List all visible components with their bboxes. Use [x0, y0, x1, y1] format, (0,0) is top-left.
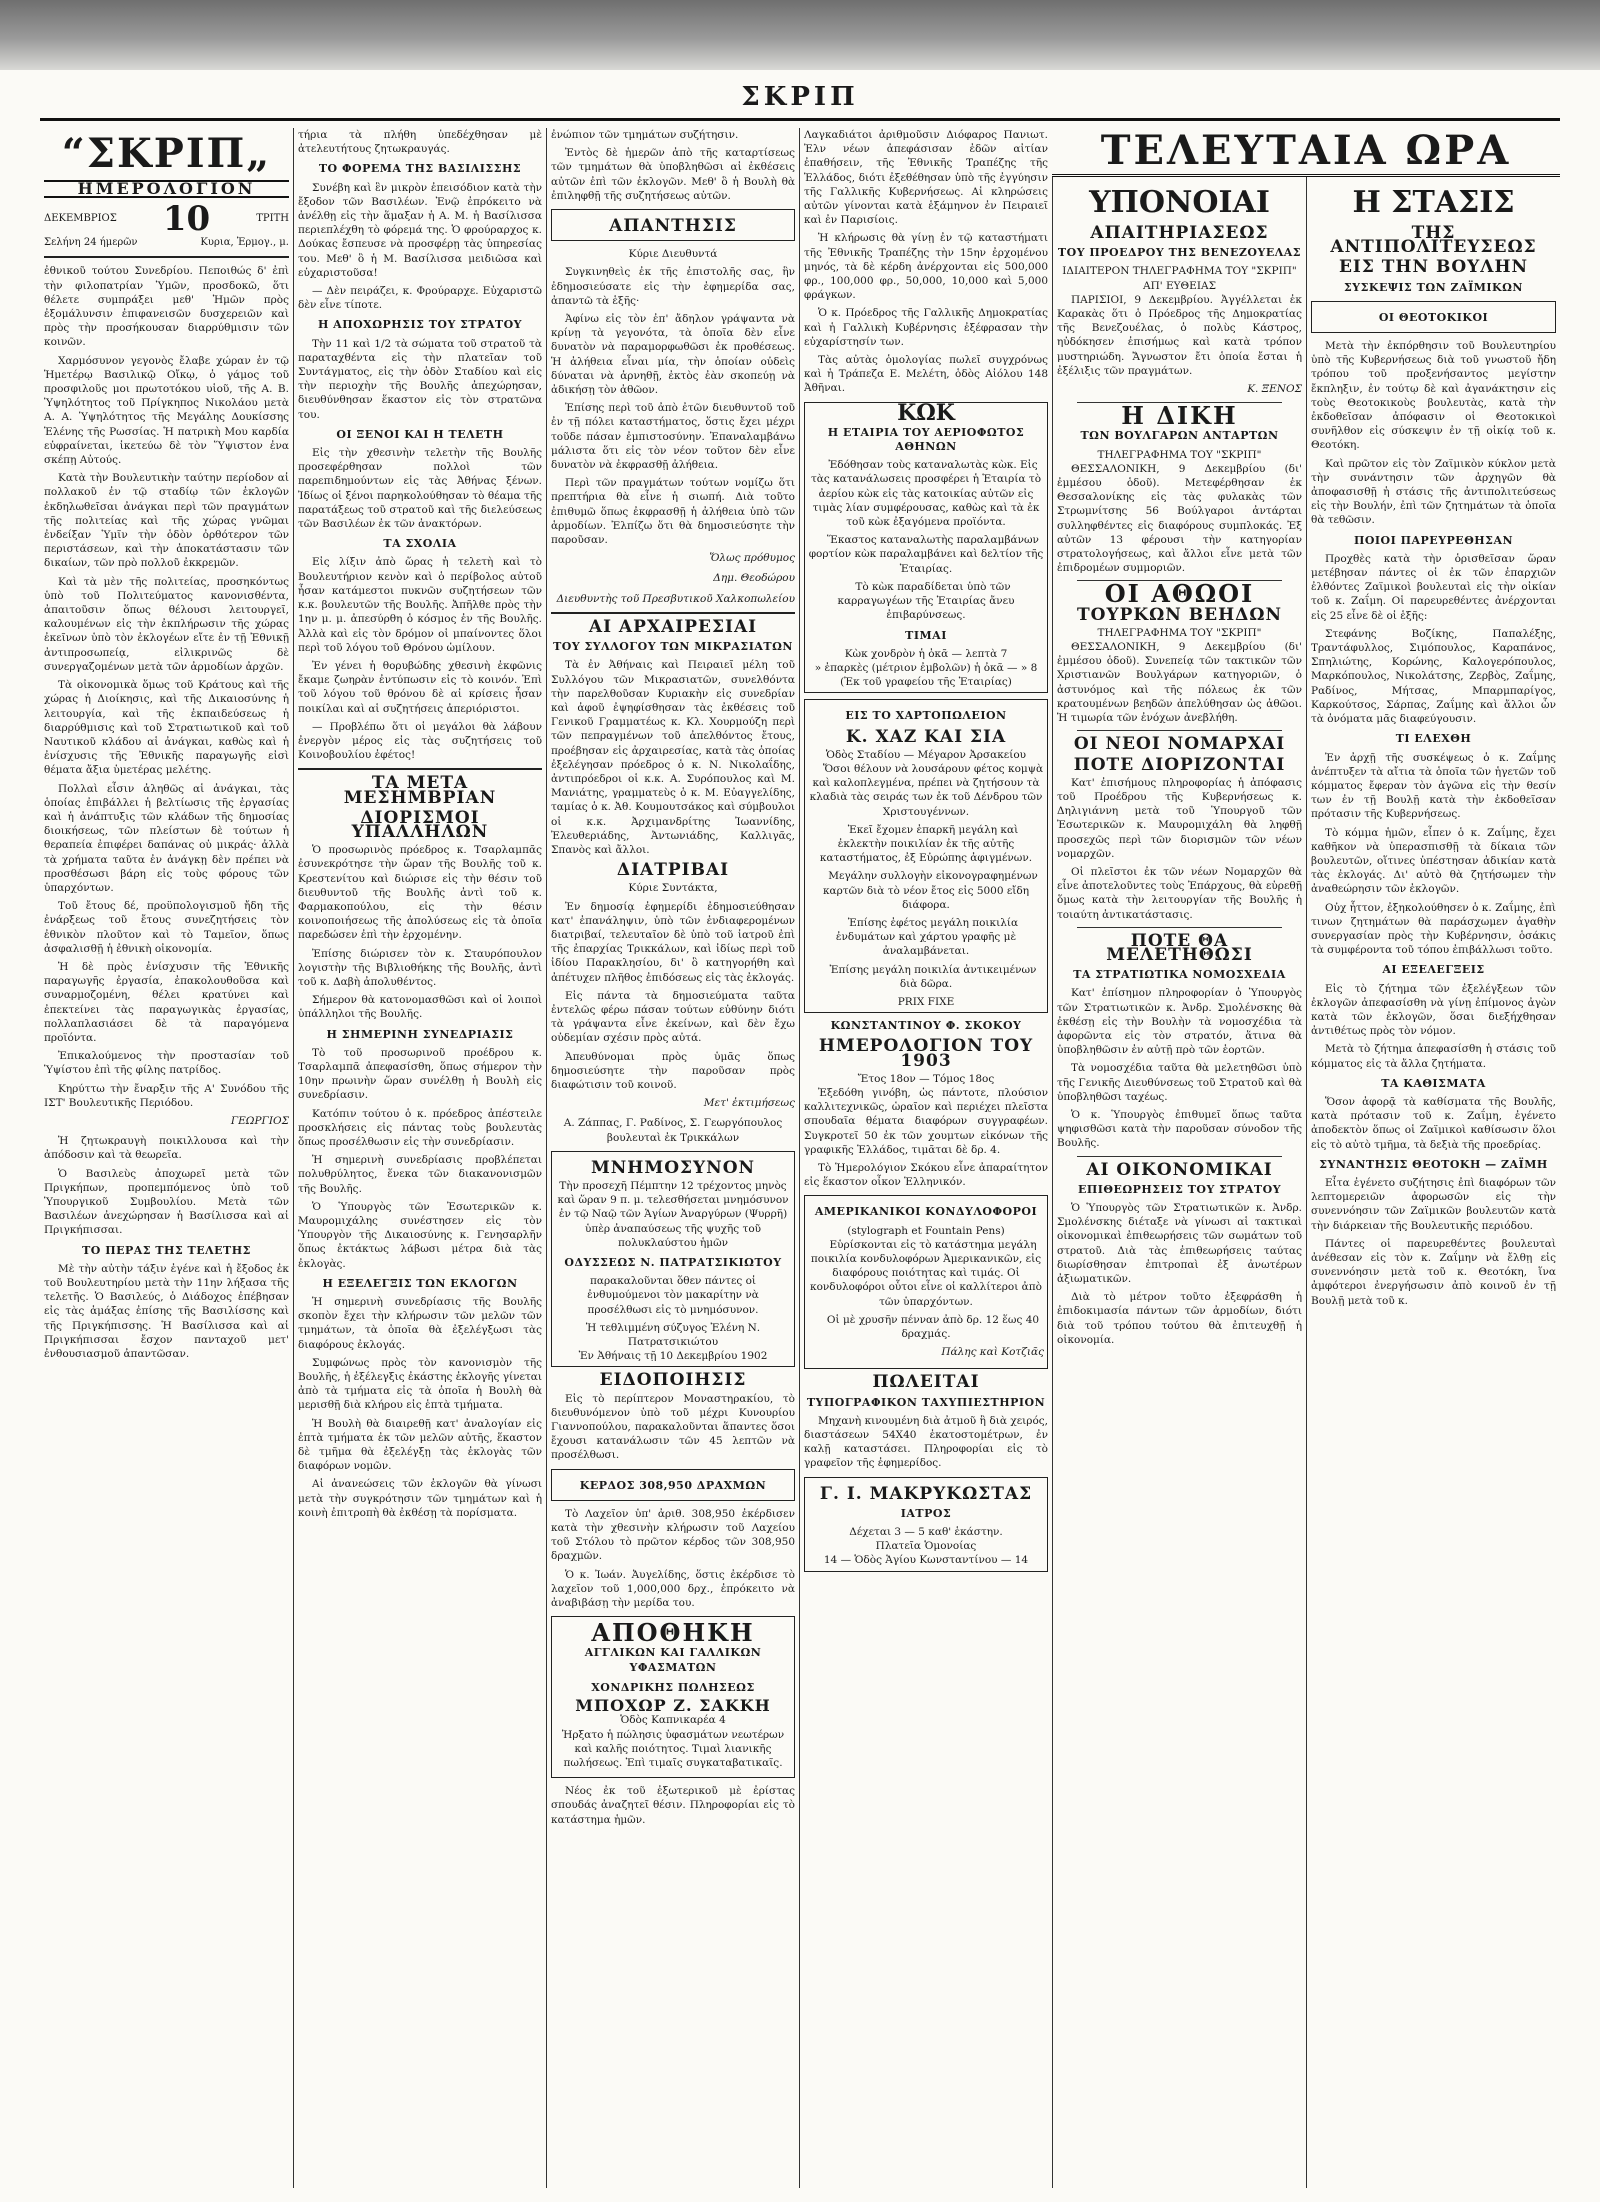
- article-paragraph: Πολλαὶ εἶσιν ἀληθῶς αἱ ἀνάγκαι, τὰς ὁποίας ἐπιβάλλει ἡ βελτίωσις τῆς ἐργασίας καὶ ἡ ἀνάπτυξις τῶν κλάδων τῆς δημοσίας διοικήσεως, τῶν πλείστων δὲ τούτων ἡ θεραπεία ἐπιφέρει δαπάνας οὐ μικράς· ἀλλὰ τὰ χρήματα ταῦτα ἐν ἀνάγκῃ δὲν πρέπει νὰ προσθέσωσι βάρη εἰς τοὺς φόρους τῶν ὑπαρχόντων.: [44, 782, 289, 894]
- divider: [551, 612, 795, 614]
- newspaper-page: [40, 128, 1560, 2188]
- section-heading: ΤΥΠΟΓΡΑΦΙΚΟΝ ΤΑΧΥΠΙΕΣΤΗΡΙΟΝ: [806, 1395, 1046, 1409]
- section-heading-large: ΗΜΕΡΟΛΟΓΙΟΝ ΤΟΥ 1903: [818, 1036, 1034, 1071]
- article-paragraph: Χαρμόσυνον γεγονὸς ἔλαβε χώραν ἐν τῷ Ἡμετέρῳ Βασιλικῷ Οἴκῳ, ὁ γάμος τοῦ προσφιλοῦς μοι πρωτοτόκου υἱοῦ, τῆς Α. Β. Ὑψηλότητος τοῦ Πρίγκηπος Νικολάου μετὰ Α. Α. Ὑψηλότητος τῆς Μεγάλης Δουκίσσης Ἑλένης τῆς Ρωσσίας. Ἡ πατρικὴ Μου καρδία εὐφραίνεται, ἱκετεύω δὲ τὸν Ὕψιστον ἐνα σκέπῃ Αὐτούς.: [44, 354, 289, 467]
- article-paragraph: ΘΕΣΣΑΛΟΝΙΚΗ, 9 Δεκεμβρίου (δι' ἐμμέσου ὁδοῦ). Συνεπείᾳ τῶν τακτικῶν τῶν Χριστιανῶν Βουλγάρων κατηγοριῶν, ὁ ἀστυνόμος καὶ τῆς πόλεως ἐκ τῶν κρατουμένων βεηδῶν ἀπελύθησαν ὡς ἀθῶοι. Ἡ τιμωρία τῶν ἐνόχων ἀνεβλήθη.: [1057, 641, 1302, 725]
- ad-title: ΕΙΣ ΤΟ ΧΑΡΤΟΠΩΛΕΙΟΝ: [845, 709, 1007, 723]
- article-paragraph: Αἱ ἀνανεώσεις τῶν ἐκλογῶν θὰ γίνωσι μετὰ τὴν συγκρότησιν τῶν τμημάτων καὶ ἡ κοινὴ ἐπιτροπὴ θὰ ἐκθέσῃ τὰ πορίσματα.: [298, 1478, 542, 1519]
- month-label: ΔΕΚΕΜΒΡΙΟΣ: [44, 213, 117, 225]
- calendar-heading: ΗΜΕΡΟΛΟΓΙΟΝ: [44, 180, 289, 198]
- scan-dark-edge: [0, 0, 1600, 70]
- article-paragraph: Εἰς τὸ ζήτημα τῶν ἐξελέγξεων τῶν ἐκλογῶν ἀπεφασίσθη νὰ γίνῃ ἐπίμονος ἀγὼν κατὰ τῶν ἐκλογῶν, ὅσαι διεξήχθησαν ἀντιθέτως πρὸς τὸν νόμον.: [1311, 982, 1556, 1038]
- saint-of-day: Κυρια, Ἐρμογ., μ.: [200, 237, 289, 249]
- advertisement: [551, 1616, 795, 1778]
- column-3: [546, 128, 799, 2188]
- mourners: Ἡ τεθλιμμένη σύζυγος Ἐλένη Ν. Πατρατσικιώτου: [585, 1321, 761, 1349]
- article-paragraph: Κατόπιν τούτου ὁ κ. πρόεδρος ἀπέστειλε προσκλήσεις εἰς πάντας τοὺς βουλευτὰς ὅπως προσέλθωσιν εἰς τὴν συνεδρίασιν.: [298, 1107, 542, 1148]
- article-paragraph: Λαγκαδιάτοι ἀριθμοῦσιν Διόφαρος Πανιωτ. Ἐλν νέων ἀπεφάσισαν ἐδῶν αἰτίαν ἐπαθήσειν, τῆς Ἐθνικῆς Τραπέζης τῆς Ἑλλάδος, διότι ἐξεθέθησαν ὑπὸ τῆς ἐγγύησιν τῆς Γαλλικῆς Κυβερνήσεως. Αἱ κληρώσεις αὐτῶν γίνονται κατὰ ἑξάμηνον ἐν Πειραιεῖ καὶ ἐν Παρισίοις.: [804, 129, 1048, 227]
- article-paragraph: Μετὰ τὴν ἐκπόρθησιν τοῦ Βουλευτηρίου ὑπὸ τῆς Κυβερνήσεως διὰ τοῦ γνωστοῦ ἤδη τρόπου τοῦ προξενήσαντος μεγίστην ἔκπληξιν, ἐν τούτῳ δὲ καὶ ἀγανάκτησιν εἰς τοὺς Θεοτοκικοὺς βουλευτὰς, κατὰ τὴν ἐκδοθεῖσαν ἀπόφασιν οἱ Θεοτοκικοὶ συνῆλθον εἰς σύσκεψιν ἐν τῇ οἰκίᾳ τοῦ κ. Θεοτόκη.: [1311, 340, 1556, 452]
- section-heading: ΕΠΙΘΕΩΡΗΣΕΙΣ ΤΟΥ ΣΤΡΑΤΟΥ: [1077, 1182, 1282, 1196]
- ad-subtitle: Η ΕΤΑΙΡΙΑ ΤΟΥ ΑΕΡΙΟΦΩΤΟΣ ΑΘΗΝΩΝ: [827, 425, 1025, 454]
- dispatch-label: ΤΗΛΕΓΡΑΦΗΜΑ ΤΟΥ "ΣΚΡΙΠ": [1097, 448, 1262, 461]
- section-heading: ΚΩΝΣΤΑΝΤΙΝΟΥ Φ. ΣΚΟΚΟΥ: [830, 1019, 1022, 1033]
- ad-subtitle: ΑΓΓΛΙΚΩΝ ΚΑΙ ΓΑΛΛΙΚΩΝ ΥΦΑΣΜΑΤΩΝ: [584, 1646, 762, 1674]
- article-paragraph: Τὰ οἰκονομικὰ ὅμως τοῦ Κράτους καὶ τῆς χώρας ἡ Διοίκησις, καὶ τῆς Δικαιοσύνης ἡ λειτουργία, καὶ τῆς ἐκπαιδεύσεως ἡ διαρρύθμισις καὶ τοῦ Στρατιωτικοῦ καὶ τοῦ Ναυτικοῦ κλάδου αἱ ἀνάγκαι, καθὼς καὶ ἡ ἐνίσχυσις τῆς Ἐθνικῆς παραγωγῆς εἰσὶ θέματα ἄξια ὑμετέρας μελέτης.: [44, 679, 289, 777]
- article-paragraph: Ἡ σημερινὴ συνεδρίασις προβλέπεται πολυθρύλητος, ἕνεκα τῶν διακανονισμῶν τῆς Βουλῆς.: [298, 1154, 542, 1195]
- article-paragraph: Ἐδόθησαν τοὺς καταναλωτὰς κὼκ. Εἰς τὰς κατανάλωσεις προσφέρει ἡ Ἑταιρία τὸ ἀερίου κὼκ εἰς τὰς κατοικίας αὐτῶν εἰς τιμὰς λίαν συμφέρουσας, καθὼς καὶ τὰ ἐκ τοῦ κὼκ ἐξαγόμενα προϊόντα.: [810, 459, 1042, 529]
- column-4: [799, 128, 1052, 2188]
- signature: Πάλης καὶ Κοτζιᾶς: [941, 1346, 1044, 1359]
- section-heading-large: ΕΙΔΟΠΟΙΗΣΙΣ: [599, 1370, 747, 1391]
- date-block: [44, 199, 289, 240]
- ad-subtitle: (stylograph et Fountain Pens): [847, 1224, 1005, 1237]
- section-heading-large: Η ΔΙΚΗ: [1121, 401, 1238, 431]
- article-paragraph: Μετὰ τὸ ζήτημα ἀπεφασίσθη ἡ στάσις τοῦ κόμματος εἰς τὰ ἄλλα ζητήματα.: [1311, 1043, 1556, 1070]
- article-paragraph: Ὁ κ. Πρόεδρος τῆς Γαλλικῆς Δημοκρατίας καὶ ἡ Γαλλικὴ Κυβέρνησις ἐξέφρασαν τὴν εὐχαρίστησίν των.: [804, 307, 1048, 348]
- article-paragraph: ἐθνικοῦ τούτου Συνεδρίου. Πεποιθώς δ' ἐπὶ τὴν φιλοπατρίαν Ὑμῶν, προσδοκῶ, ὅτι θέλετε συμπράξει μεθ' Ἡμῶν πρὸς ἐξομάλυνσιν ἐπιφανεισῶν δυσχερειῶν καὶ πρὸς τὴν προσήκουσαν διαρρύθμισιν τῶν κοινῶν.: [44, 265, 289, 349]
- ad-subtitle: ΧΟΝΔΡΙΚΗΣ ΠΩΛΗΣΕΩΣ: [591, 1680, 755, 1694]
- signatories: Α. Ζάππας, Γ. Ραδίνος, Σ. Γεωργόπουλος: [563, 1117, 783, 1130]
- price-line: » ἐπαρκὲς (μέτριον ἐμβολῶν) ἡ ὀκᾶ — » 8: [814, 661, 1038, 674]
- article-paragraph: Ἡ Βουλὴ θὰ διαιρεθῇ κατ' ἀναλογίαν εἰς ἑπτὰ τμήματα ἐκ τῶν μελῶν αὐτῆς, ἕκαστον δὲ τμῆμα θὰ ἐξελέγξῃ τὰς ἐκλογὰς τῶν διαφόρων νομῶν.: [298, 1417, 542, 1473]
- article-paragraph: Κατ' ἐπίσημον πληροφορίαν ὁ Ὑπουργὸς τῶν Στρατιωτικῶν κ. Ἀνδρ. Σμολένσκης θὰ ἐκθέσῃ εἰς τὴν Βουλὴν τὰ νομοσχέδια τὰ ἀφορῶντα εἰς τὸν στρατόν, ἅτινα θὰ ὑποβληθῶσιν ἐν αὐτῇ πρὸ τῶν ἑορτῶν.: [1057, 987, 1302, 1057]
- article-paragraph: Συμφώνως πρὸς τὸν κανονισμὸν τῆς Βουλῆς, ἡ ἐξέλεγξις ἐκάστης ἐκλογῆς γίνεται ἀπὸ τὰ τμήματα εἰς τὰ ὁποῖα ἡ Βουλὴ θὰ μερισθῇ διὰ κλήρου εἰς ἑπτὰ τμήματα.: [298, 1356, 542, 1412]
- section-heading: ΤΩΝ ΒΟΥΛΓΑΡΩΝ ΑΝΤΑΡΤΩΝ: [1080, 429, 1279, 443]
- article-paragraph: Ἐπίσης ἐφέτος μεγάλη ποικιλία ἐνδυμάτων καὶ χάρτου γραφῆς μὲ ἀναλαμβάνεται.: [835, 916, 1019, 958]
- closing: Ὅλως πρόθυμος: [709, 552, 795, 565]
- article-paragraph: Εἰς τὴν χθεσινὴν τελετὴν τῆς Βουλῆς προσεφέρθησαν πολλοὶ τῶν παρεπιδημούντων εἰς τὰς Ἀθήνας ξένων. Ἰδίως οἱ ξένοι παρηκολούθησαν τὸ θέαμα τῆς παρατάξεως τοῦ στρατοῦ καὶ τῆς διελεύσεως τῶν Βασιλέων ἐκ τῶν ἀνακτόρων.: [298, 447, 542, 531]
- section-heading: ΚΕΡΔΟΣ 308,950 ΔΡΑΧΜΩΝ: [579, 1478, 767, 1492]
- headline: Η ΣΤΑΣΙΣ: [1352, 185, 1515, 220]
- section-heading: ΤΟΥ ΣΥΛΛΟΓΟΥ ΤΩΝ ΜΙΚΡΑΣΙΑΤΩΝ: [553, 640, 793, 654]
- heading-box: [1311, 301, 1556, 333]
- article-paragraph: Ἐν δημοσίᾳ ἐφημερίδι ἐδημοσιεύθησαν κατ' ἐπανάληψιν, ὑπὸ τῶν ἐνδιαφερομένων διατριβαί, τελευταῖον δὲ ὑπὸ τοῦ ἰατροῦ ἐπὶ τῆς ἐπαρχίας Τρικκάλων, καὶ ἰδίως περὶ τοῦ ἰδίου Παρακλησίου, δι' ὃ κατηγορήθη καὶ ἀπέτυχεν πλῆθος ἐπιδόσεως εἰς τὰς ἐκλογάς.: [551, 900, 795, 984]
- section-heading-large: ΑΙ ΑΡΧΑΙΡΕΣΙΑΙ: [588, 616, 758, 637]
- signature-title: Διευθυντὴς τοῦ Πρεσβυτικοῦ Χαλκοπωλείου: [556, 592, 795, 605]
- section-heading-large: ΤΑ ΜΕΤΑ ΜΕΣΗΜΒΡΙΑΝ: [343, 773, 497, 808]
- ad-merchant: ΜΠΟΧΩΡ Ζ. ΣΑΚΚΗ: [575, 1696, 771, 1716]
- article-paragraph: Ἡ σημερινὴ συνεδρίασις τῆς Βουλῆς σκοπὸν ἔχει τὴν κλήρωσιν τῶν μελῶν τῶν τμημάτων, τὰ ὁποῖα θὰ ἐξελέγξωσι τὰς διαφόρους ἐκλογάς.: [298, 1296, 542, 1351]
- section-heading: ΤΑ ΣΤΡΑΤΙΩΤΙΚΑ ΝΟΜΟΣΧΕΔΙΑ: [1073, 968, 1286, 982]
- article-paragraph: Τὴν προσεχῆ Πέμπτην 12 τρέχοντος μηνὸς καὶ ὥραν 9 π. μ. τελεσθήσεται μνημόσυνον ἐν τῷ Ναῷ τῶν Ἁγίων Ἀναργύρων (Ψυρρῆ) ὑπὲρ ἀναπαύσεως τῆς ψυχῆς τοῦ πολυκλαύστου ἡμῶν: [557, 1180, 789, 1249]
- section-heading: ΤΙ ΕΛΕΧΘΗ: [1395, 732, 1472, 746]
- ad-address: Πλατεῖα Ὁμονοίας: [875, 1540, 977, 1553]
- section-heading: ΟΙ ΞΕΝΟΙ ΚΑΙ Η ΤΕΛΕΤΗ: [336, 427, 504, 441]
- section-heading: ΠΟΙΟΙ ΠΑΡΕΥΡΕΘΗΣΑΝ: [1353, 533, 1514, 547]
- ad-merchant: Κ. ΧΑΖ ΚΑΙ ΣΙΑ: [845, 726, 1007, 747]
- signature: ΓΕΩΡΓΙΟΣ: [230, 1114, 289, 1127]
- article-paragraph: Συγκινηθεὶς ἐκ τῆς ἐπιστολῆς σας, ἣν ἐδημοσιεύσατε εἰς τὴν ἐφημερίδα σας, ἀπαντῶ τὰ ἑξῆς·: [551, 266, 795, 307]
- dispatch-label: ΙΔΙΑΙΤΕΡΟΝ ΤΗΛΕΓΡΑΦΗΜΑ ΤΟΥ "ΣΚΡΙΠ": [1062, 265, 1297, 278]
- article-paragraph: Ὁ Ὑπουργὸς τῶν Ἐσωτερικῶν κ. Μαυρομιχάλης συνέστησεν εἰς τὸν Ὑπουργὸν τῆς Δικαιοσύνης κ. Γενησαρλῆν ὅπως ἐκτάκτως λάβωσι μέτρα διὰ τὰς ἐκλογὰς.: [298, 1200, 542, 1270]
- signature: Κ. ΞΕΝΟΣ: [1247, 383, 1302, 396]
- article-paragraph: παρακαλοῦνται ὅθεν πάντες οἱ ἐνθυμούμενοι τὸν μακαρίτην νὰ προσέλθωσι εἰς τὸ μνημόσυνον.: [587, 1275, 759, 1316]
- column-2: [293, 128, 546, 2188]
- day-number: 10: [162, 199, 211, 240]
- section-heading: ΤΙΜΑΙ: [905, 628, 947, 642]
- article-paragraph: Καὶ πρῶτον εἰς τὸν Ζαϊμικὸν κύκλον μετὰ τὴν συνάντησιν τῶν ἀρχηγῶν θὰ ἀποφασισθῇ ἡ στάσις τῆς ἀντιπολιτεύσεως εἰς τὴν Βουλήν, ἐπὶ τῶν ζητημάτων τὰ ὁποῖα θὰ τεθῶσιν.: [1311, 457, 1556, 527]
- advertisement: [804, 1195, 1048, 1369]
- ad-address: Ὁδὸς Σταδίου — Μέγαρον Ἀρσακείου: [825, 748, 1027, 761]
- price-source: (Ἐκ τοῦ γραφείου τῆς Ἑταιρίας): [840, 676, 1012, 689]
- headline: ΥΠΟΝΟΙΑΙ: [1089, 185, 1270, 220]
- article-paragraph: Εὑρίσκονται εἰς τὸ κατάστημα μεγάλη ποικιλία κονδυλοφόρων Ἀμερικανικῶν, εἰς διαφόρους ποιότητας καὶ τιμάς. Οἱ κονδυλοφόροι οὗτοι εἶνε οἱ καλλίτεροι ἀπὸ τῶν ὑπαρχόντων.: [810, 1238, 1042, 1308]
- ad-title: ΑΜΕΡΙΚΑΝΙΚΟΙ ΚΟΝΔΥΛΟΦΟΡΟΙ: [814, 1205, 1038, 1219]
- article-paragraph: Τὸ Ἡμερολόγιον Σκόκου εἶνε ἀπαραίτητον εἰς ἕκαστον οἶκον Ἑλληνικόν.: [804, 1162, 1048, 1189]
- article-paragraph: Τοῦ ἔτους δέ, προϋπολογισμοῦ ἤδη τῆς ἐνάρξεως τοῦ ἔτους συνεζητήσεις τὸν ἐθνικὸν πλοῦτον καὶ τὸ Ταμεῖον, ὅπως ἀσφαλισθῇ ἡ ἐθνικὴ οἰκονομία.: [44, 900, 289, 955]
- section-heading: ΤΟ ΠΕΡΑΣ ΤΗΣ ΤΕΛΕΤΗΣ: [82, 1243, 251, 1257]
- article-paragraph: Ὅσοι θέλουν νὰ λουσάρουν φέτος κομψὰ καὶ καλοπλεγμένα, πρέπει νὰ ζητήσουν τὰ κλαδιὰ τὰς σειράς των ἐκ τοῦ Δένδρου τῶν Χριστουγέννων.: [809, 762, 1044, 818]
- article-paragraph: Μηχανὴ κινουμένη διὰ ἀτμοῦ ἢ διὰ χειρός, διαστάσεων 54Χ40 ἐκατοστομέτρων, ἐν καλῇ καταστάσει. Πληροφορίαι εἰς τὸ γραφεῖον τῆς ἐφημερίδος.: [804, 1414, 1048, 1470]
- section-heading-large: ΠΩΛΕΙΤΑΙ: [872, 1372, 980, 1393]
- ad-address: Ὁδὸς Καπνικαρέα 4: [620, 1714, 726, 1727]
- article-paragraph: τήρια τὰ πλήθη ὑπεδέχθησαν μὲ ἀτελευτήτους ζητωκραυγάς.: [298, 129, 542, 156]
- ad-title: Γ. Ι. ΜΑΚΡΥΚΩΣΤΑΣ: [819, 1483, 1033, 1504]
- divider: [1077, 927, 1282, 928]
- article-paragraph: Εἰς λίξιν ἀπὸ ὥρας ἡ τελετὴ καὶ τὸ Βουλευτήριον κενὸν καὶ ὁ περίβολος αὐτοῦ ἦσαν κατάμεστοι πυκνῶν συζητήσεων τῶν κ.κ. βουλευτῶν τῆς Βουλῆς. Ἀπῆλθε πρὸς τὴν 1ην μ. μ. ἀπεσύρθη ὁ κόσμος ἐν τῆς Βουλῆς. Ἀλλὰ καὶ εἰς τὸν δρόμον οἱ μπαίνοντες ὅλοι περὶ τοῦ λόγου τοῦ Θρόνου ὡμίλουν.: [298, 556, 542, 654]
- article-paragraph: Προχθὲς κατὰ τὴν ὁρισθεῖσαν ὥραν μετέβησαν πάντες οἱ ἐκ τῶν ἐπαρχιῶν ἐλθόντες Ζαϊμικοὶ βουλευταὶ εἰς τὴν οἰκίαν τοῦ κ. Ζαΐμη. Οἱ παρευρεθέντες ἀνέρχονται εἰς 25 εἶνε δὲ οἱ ἑξῆς:: [1311, 552, 1556, 622]
- headline-sub: ΤΟΥ ΠΡΟΕΔΡΟΥ ΤΗΣ ΒΕΝΕΖΟΥΕΛΑΣ: [1057, 246, 1302, 260]
- moon-phase: Σελήνη 24 ήμερῶν: [44, 237, 138, 249]
- article-paragraph: Ἐξεδόθη γινόβη, ὡς πάντοτε, πλούσιον καλλιτεχνικῶς, ὡραῖον καὶ περιέχει πλεῖστα σπουδαῖα θέματα διαφόρων συγγραφέων. Συγκροτεῖ 50 ἐκ τῶν χουμτων εἰκόνων τῆς γραφικῆς Ἑλλάδος, τιμᾶται δὲ δρ. 4.: [804, 1086, 1048, 1156]
- article-paragraph: Ἡ κλήρωσις θὰ γίνῃ ἐν τῷ καταστήματι τῆς Ἐθνικῆς Τραπέζης τὴν 15ην ἐρχομένου μηνός, τὰ δὲ κέρδη ἀνέρχονται εἰς 500,000 φρ., 100,000 φρ., 50,000, 10,000 καὶ 5,000 φράγκων.: [804, 232, 1048, 302]
- article-paragraph: Ἐπίσης μεγάλη ποικιλία ἀντικειμένων διὰ δῶρα.: [829, 963, 1037, 990]
- section-heading-large: ΟΙ ΝΕΟΙ ΝΟΜΑΡΧΑΙ: [1073, 734, 1286, 755]
- article-paragraph: Ἀπευθύνομαι πρὸς ὑμᾶς ὅπως δημοσιεύσητε τὴν παροῦσαν πρὸς διαφώτισιν τοῦ κοινοῦ.: [551, 1050, 795, 1091]
- section-heading: Η ΣΗΜΕΡΙΝΗ ΣΥΝΕΔΡΙΑΣΙΣ: [326, 1027, 514, 1041]
- article-paragraph: Πάντες οἱ παρευρεθέντες βουλευταὶ ἀνέθεσαν εἰς τὸν κ. Ζαΐμην νὰ ἔλθῃ εἰς συνεννόησιν μετὰ τοῦ κ. Θεοτόκη, ἵνα ἀμφότεροι ἐνεργήσωσιν ἀπὸ κοινοῦ ἐν τῇ Βουλῇ μετὰ τοῦ κ.: [1311, 1237, 1556, 1307]
- paper-title: “ΣΚΡΙΠ„: [61, 130, 272, 177]
- running-header-title: ΣΚΡΙΠ: [741, 82, 859, 112]
- article-paragraph: Ἡ δὲ πρὸς ἐνίσχυσιν τῆς Ἐθνικῆς παραγωγῆς ἐργασία, ἐπακολουθοῦσα καὶ συναρμοζομένη, θέλει κρατύνει καὶ ἐπεκτείνει τὰς παραγωγικὰς ἐργασίας, πολλαπλασιάσει δὲ τὰ παραγόμενα προϊόντα.: [44, 960, 289, 1044]
- ad-title: ΚΩΚ: [897, 399, 955, 426]
- divider: [298, 768, 542, 770]
- divider: [1077, 1156, 1282, 1157]
- salutation: Κύριε Διευθυντά: [628, 248, 718, 261]
- article-paragraph: Ἡ ζητωκραυγὴ ποικιλλουσα καὶ τὴν ἀπόδοσιν καὶ τὰ θεωρεῖα.: [44, 1135, 289, 1162]
- advertisement: [804, 399, 1048, 694]
- article-paragraph: Ὁ Βασιλεὺς ἀποχωρεῖ μετὰ τῶν Πριγκήπων, προπεμπόμενος ὑπὸ τοῦ Ὑπουργικοῦ Συμβουλίου. Μετὰ τῶν Βασιλέων ἀνεχώρησαν ἡ Βασίλισσα καὶ αἱ Πριγκήπισσαι.: [44, 1167, 289, 1237]
- heading-box: [551, 209, 795, 241]
- article-paragraph: Ὅσον ἀφορᾷ τὰ καθίσματα τῆς Βουλῆς, κατὰ πρότασιν τοῦ κ. Ζαΐμη, ἐγένετο ἀποδεκτὸν ὅπως οἱ Ζαϊμικοὶ καθίσωσιν ὅλοι εἰς τὸ αὐτὸ τμῆμα, τὰ δεξιὰ τῆς προεδρίας.: [1311, 1095, 1556, 1151]
- section-heading: Η ΑΠΟΧΩΡΗΣΙΣ ΤΟΥ ΣΤΡΑΤΟΥ: [317, 318, 523, 332]
- column-5: [1052, 128, 1306, 2188]
- ad-address: 14 — Ὁδὸς Ἁγίου Κωνσταντίνου — 14: [823, 1554, 1029, 1567]
- article-paragraph: Καὶ τὰ μὲν τῆς πολιτείας, προσηκόντως ὑπὸ τοῦ Πολιτεύματος κανονισθέντα, ἀπαιτοῦσιν ὅπως θέλουσι λειτουργεῖ, καλουμένων εἰς τὴν ἐκπλήρωσιν τῆς χώρας ἐκεῖνων ὑπὸ τὸν ἐκλογέων εἴτε ἐν τῇ Ἐθνικῇ ἀντιπροσωπείᾳ, εἰλικρινῶς δὲ συνεργαζομένων μετὰ τῶν ἀρμοδίων ἀρχῶν.: [44, 575, 289, 673]
- article-paragraph: Τὸ Λαχεῖον ὑπ' ἀριθ. 308,950 ἐκέρδισεν κατὰ τὴν χθεσινὴν κλήρωσιν τοῦ Λαχείου τοῦ Στόλου τὸ πρῶτον κέρδος τῶν 308,950 δραχμῶν.: [551, 1507, 795, 1563]
- header-rule: [40, 118, 1560, 121]
- last-hour-banner: ΤΕΛΕΥΤΑΙΑ ΩΡΑ: [1052, 128, 1560, 177]
- price-line: Κὼκ χονδρὸν ἡ ὀκᾶ — λεπτὰ 7: [844, 647, 1008, 660]
- headline-sub: ΣΥΣΚΕΨΙΣ ΤΩΝ ΖΑΪΜΙΚΩΝ: [1344, 280, 1523, 294]
- section-heading: ΤΑ ΚΑΘΙΣΜΑΤΑ: [1381, 1076, 1486, 1090]
- weekday-label: ΤΡΙΤΗ: [256, 213, 289, 225]
- salutation: Κύριε Συντάκτα,: [628, 882, 718, 895]
- article-paragraph: ΠΑΡΙΣΙΟΙ, 9 Δεκεμβρίου. Ἀγγέλλεται ἐκ Καρακὰς ὅτι ὁ Πρόεδρος τῆς Δημοκρατίας τῆς Βενεζουέλας, ὁ πολὺς Κάστρος, ηὐδόκησεν ἐπισήμως καὶ κατὰ τρόπον μυστηριώδη. Ἄγνωστον ἔτι ὁποία ἔσται ἡ ἐξέλιξις τῶν πραγμάτων.: [1057, 293, 1302, 377]
- article-paragraph: Μὲ τὴν αὐτὴν τάξιν ἐγένε καὶ ἡ ἔξοδος ἐκ τοῦ Βουλευτηρίου μετὰ τὴν 11ην λήξασα τῆς τελετῆς. Ὁ Βασιλεύς, ὁ Διάδοχος ἐπέβησαν εἰς τὰς ἁμάξας ἐπίσης τῆς Βασιλίσσης καὶ τῆς Πριγκήπισσης. Ἡ Βασίλισσα καὶ αἱ Πριγκήπισσαι ἔσχον πανταχοῦ μετ' ἐνθουσιασμοῦ ἀπαντῶσαν.: [44, 1262, 289, 1361]
- article-paragraph: Εἰς τὸ περίπτερον Μοναστηρακίου, τὸ διευθυνόμενον ὑπὸ τοῦ μέχρι Κυνουρίου Γιαννοπούλου, παρακαλοῦνται ἅπαντες ὅσοι ἔχουσι κατανάλωσιν τῶν 45 λεπτῶν νὰ προσέλθωσι.: [551, 1392, 795, 1462]
- article-paragraph: Συνέβη καὶ ἓν μικρὸν ἐπεισόδιον κατὰ τὴν ἔξοδον τῶν Βασιλέων. Ἐνῷ ἐπρόκειτο νὰ ἀνέλθῃ εἰς τὴν ἅμαξαν ἡ Α. Μ. ἡ Βασίλισσα περιεπλέχθη τὸ φόρεμά της. Ὁ φρούραρχος κ. Δούκας ἔσπευσε νὰ προσφέρῃ τὰς ὑπηρεσίας του. Μεθ' ὃ ἡ Μ. Βασίλισσα μειδιῶσα καὶ εὐχαριστοῦσα!: [298, 181, 542, 279]
- article-paragraph: Νέος ἐκ τοῦ ἐξωτερικοῦ μὲ ἐρίστας σπουδάς ἀναζητεῖ θέσιν. Πληροφορίαι εἰς τὸ κατάστημα ἡμῶν.: [551, 1785, 795, 1826]
- article-paragraph: Κηρύττω τὴν ἔναρξιν τῆς Α' Συνόδου τῆς ΙΣΤ' Βουλευτικῆς Περιόδου.: [44, 1082, 289, 1109]
- section-heading: Η ΕΞΕΛΕΓΞΙΣ ΤΩΝ ΕΚΛΟΓΩΝ: [322, 1276, 518, 1290]
- article-paragraph: Τὸ κὼκ παραδίδεται ὑπὸ τῶν καρραγωγέων τῆς Ἑταιρίας ἄνευ ἐπιβαρύνσεως.: [837, 580, 1015, 622]
- article-paragraph: Μεγάλην συλλογὴν εἰκονογραφημένων καρτῶν διὰ τὸ νέον ἔτος εἰς 5000 εἴδη διάφορα.: [822, 870, 1038, 911]
- article-paragraph: Ἕκαστος καταναλωτὴς παραλαμβάνων φορτίον κὼκ παραλαμβάνει καὶ δελτίον τῆς Ἑταιρίας.: [808, 534, 1044, 575]
- headline-sub: ΤΗΣ ΑΝΤΙΠΟΛΙΤΕΥΣΕΩΣ: [1330, 223, 1537, 258]
- article-paragraph: Τὰ νομοσχέδια ταῦτα θὰ μελετηθῶσι ὑπὸ τῆς Γενικῆς Διευθύνσεως τοῦ Στρατοῦ καὶ θὰ ὑποβληθῶσι ταχέως.: [1057, 1062, 1302, 1103]
- article-paragraph: Εἰς πάντα τὰ δημοσιεύματα ταῦτα ἐντελῶς φέρω πάσαν τούτων εὐθύνην διότι τὰ γράψαντα εἶνε ἐκείνων, καὶ δὲν ἔχω οὐδεμίαν σχέσιν πρὸς αὐτά.: [551, 989, 795, 1045]
- article-paragraph: Ὁ κ. Ἰωάν. Ἀυγελίδης, ὅστις ἐκέρδισε τὸ λαχεῖον τοῦ 1,000,000 δρχ., ἐπρόκειτο νὰ ἀναβιβάσῃ τὴν μερίδα του.: [551, 1568, 795, 1610]
- headline-sub: ΕΙΣ ΤΗΝ ΒΟΥΛΗΝ: [1338, 257, 1529, 278]
- article-paragraph: Οὐχ ἧττον, ἐξηκολούθησεν ὁ κ. Ζαΐμης, ἐπὶ τινων ζητημάτων θὰ παράσχωμεν ἀγαθὴν συνεργασίαν πρὸς τὴν Κυβέρνησιν, ὁσάκις τὰ συμφέροντα τοῦ τόπου ἐπιβάλλωσι τοῦτο.: [1311, 901, 1556, 957]
- article-paragraph: Στεφάνης Βοζίκης, Παπαλέξης, Τραντάφυλλος, Σιμόπουλος, Καραπάνος, Σπηλιώτης, Κορώνης, Καλογερόπουλος, Μαρκόπουλος, Νικολάτσης, Ζερβὸς, Ζαΐμης, Ραδίνος, Μήτσας, Μπαρμπαρίγος, Καρκούτσος, Σάρπας, Ζαΐμης καὶ ἄλλοι ὧν τὰ ὀνόματα μᾶς διαφεύγουσιν.: [1311, 627, 1556, 726]
- article-paragraph: Ἐπίσης περὶ τοῦ ἀπὸ ἐτῶν διευθυντοῦ τοῦ ἐν τῇ πόλει καταστήματος, ὅστις ἔχει μέχρι τοῦδε πάσαν ἐμπιστοσύνην. Ἐπαναλαμβάνω μάλιστα ὅτι εἰς τὸν νέον τοῦτον δὲν εἶνε δυνατὸν νὰ ἐκφρασθῇ ἀλήθεια.: [551, 402, 795, 472]
- article-paragraph: Τὴν 11 καὶ 1/2 τὰ σώματα τοῦ στρατοῦ τὰ παραταχθέντα εἰς τὴν πλατεῖαν τοῦ Συντάγματος, εἰς τὴν ὁδὸν Σταδίου καὶ εἰς τὴν περιοχὴν τῆς Βουλῆς ἀπεχώρησαν, διευθύνθησαν ἕκαστον εἰς τὸν στρατῶνα του.: [298, 337, 542, 421]
- article-paragraph: Οἱ μὲ χρυσῆν πένναν ἀπὸ δρ. 12 ἕως 40 δραχμάς.: [826, 1313, 1040, 1341]
- article-paragraph: Τὸ κόμμα ἡμῶν, εἶπεν ὁ κ. Ζαΐμης, ἔχει καθῆκον νὰ ὑπερασπισθῇ τὰ δίκαια τῶν βουλευτῶν, οἵτινες ὑπέστησαν ἀδικίαν κατὰ τὰς ἐκλογάς. Δι' αὐτὸ θὰ ζητήσωμεν τὴν ἀναθεώρησιν τῶν ἐκλογῶν.: [1311, 826, 1556, 896]
- section-heading-large: ΑΙ ΟΙΚΟΝΟΜΙΚΑΙ: [1086, 1159, 1273, 1180]
- closing: Μετ' ἐκτιμήσεως: [703, 1097, 795, 1110]
- column-1: [40, 128, 293, 2188]
- article-paragraph: Ἐπικαλούμενος τὴν προστασίαν τοῦ Ὑψίστου ἐπὶ τῆς φίλης πατρίδος.: [44, 1050, 289, 1077]
- article-paragraph: ΘΕΣΣΑΛΟΝΙΚΗ, 9 Δεκεμβρίου (δι' ἐμμέσου ὁδοῦ). Μετεφέρθησαν ἐκ Θεσσαλονίκης εἰς τὰς φυλακὰς τῶν Στρωμνίτσης 56 Βούλγαροι ἀντάρται συλληφθέντες εἰς διαφόρους συμπλοκάς. Ἐξ αὐτῶν 13 φέρουσι τὴν κατηγορίαν στρατολογήσεως, καὶ ἄλλοι εἶνε μετὰ τῶν ἐπιδρομέων συμμοριῶν.: [1057, 462, 1302, 575]
- section-heading-large: ΠΟΤΕ ΘΑ ΜΕΛΕΤΗΘΩΣΙ: [1106, 930, 1253, 965]
- divider: [44, 256, 289, 258]
- article-paragraph: Εἶτα ἐγένετο συζήτησις ἐπὶ διαφόρων τῶν λεπτομερειῶν ἀφορωσῶν εἰς τὴν συνεννόησιν τῶν Ζαϊμικῶν βουλευτῶν κατὰ τὴν διάρκειαν τῆς Βουλευτικῆς περιόδου.: [1311, 1176, 1556, 1232]
- article-paragraph: Ὁ κ. Ὑπουργὸς ἐπιθυμεῖ ὅπως ταῦτα ψηφισθῶσι κατὰ τὴν παροῦσαν σύνοδον τῆς Βουλῆς.: [1057, 1108, 1302, 1150]
- section-heading: ΤΟ ΦΟΡΕΜΑ ΤΗΣ ΒΑΣΙΛΙΣΣΗΣ: [318, 162, 522, 176]
- article-paragraph: — Δὲν πειράζει, κ. Φρούραρχε. Εὐχαριστῶ δὲν εἶνε τίποτε.: [298, 285, 542, 312]
- edition-line: Ἔτος 18ον — Τόμος 18ος: [857, 1072, 995, 1085]
- office-hours: Δέχεται 3 — 5 καθ' ἑκάστην.: [849, 1526, 1003, 1539]
- article-paragraph: Κατ' ἐπισήμους πληροφορίας ἡ ἀπόφασις τοῦ Προέδρου τῆς Κυβερνήσεως κ. Δηλιγιάννη μετὰ τοῦ Ὑπουργοῦ τῶν Ἐσωτερικῶν κ. Μαυρομιχάλη θὰ ληφθῇ προσεχῶς περὶ τῶν διορισμῶν τῶν νέων νομαρχῶν.: [1057, 776, 1302, 860]
- section-heading: ΣΥΝΑΝΤΗΣΙΣ ΘΕΟΤΟΚΗ — ΖΑΪΜΗ: [1319, 1157, 1548, 1171]
- section-heading: ΟΙ ΘΕΟΤΟΚΙΚΟΙ: [1378, 310, 1489, 324]
- section-heading: ΤΑ ΣΧΟΛΙΑ: [383, 537, 457, 551]
- dispatch-label: ΤΗΛΕΓΡΑΦΗΜΑ ΤΟΥ "ΣΚΡΙΠ": [1097, 626, 1262, 639]
- signatories-title: βουλευταὶ ἐκ Τρικκάλων: [606, 1131, 740, 1144]
- article-paragraph: Κατὰ τὴν Βουλευτικὴν ταύτην περίοδον αἱ πολλακοῦ ἐν τῷ σταδίῳ τῶν ἐκλογῶν ἐκδηλωθεῖσαι ἀνάγκαι περὶ τῶν πραγμάτων τῆς πολιτείας καὶ τῆς χώρας γνῶμαι ἐνδείξαν Ὑμῖν τὴν ὁδὸν ὀρθότερον τῶν περιστάσεων, καὶ τὴν ἀποκατάστασιν τῶν δικαίων, τῶν πρὸ πολλοῦ ἐκκρεμῶν.: [44, 472, 289, 570]
- section-heading-large: ΟΙ ΑΘΩΟΙ: [1104, 579, 1255, 609]
- article-paragraph: Ἐν ἀρχῇ τῆς συσκέψεως ὁ κ. Ζαΐμης ἀνέπτυξεν τὰ αἴτια τὰ ὁποῖα τῶν ἡγετῶν τοῦ κόμματος ἔφεραν τὸν ἀγῶνα εἰς τὴν θεσίν των ἐν τῇ Βουλῇ κατὰ τὴν ἐκδοθεῖσαν πρότασιν τῆς Κυβερνήσεως.: [1311, 751, 1556, 821]
- notice-date: Ἐν Ἀθήναις τῇ 10 Δεκεμβρίου 1902: [578, 1350, 768, 1363]
- article-paragraph: Διὰ τὸ μέτρον τοῦτο ἐξεφράσθη ἡ ἐπιδοκιμασία πάντων τῶν ἀρμοδίων, διότι διὰ τοῦ τρόπου τούτου θὰ ἐπιτευχθῇ ἡ οἰκονομία.: [1057, 1291, 1302, 1346]
- article-paragraph: Ἐπίσης διώρισεν τὸν κ. Σταυρόπουλον λογιστὴν τῆς Βιβλιοθήκης τῆς Βουλῆς, ἀντὶ τοῦ κ. Δαβὴ ἀπολυθέντος.: [298, 947, 542, 988]
- signature: Δημ. Θεοδώρου: [713, 572, 795, 585]
- ad-subtitle: ΙΑΤΡΟΣ: [900, 1506, 952, 1520]
- article-paragraph: Οἱ πλεῖστοι ἐκ τῶν νέων Νομαρχῶν θὰ εἶνε ἀποτελοῦντες τοὺς Ἐπάρχους, θὰ εὑρεθῇ ὅμως κατὰ τὴν λειτουργίαν τῆς Βουλῆς ἡ τοιαύτη ἀντικατάστασις.: [1057, 865, 1302, 921]
- section-heading: ΤΟΥΡΚΩΝ ΒΕΗΔΩΝ: [1077, 604, 1282, 625]
- article-paragraph: Ἀφίνω εἰς τὸν ἐπ' ἄδηλον γράψαντα νὰ κρίνῃ τὰ γεγονότα, τὰ ὁποῖα δὲν εἶνε δυνατὸν νὰ παραμορφωθῶσι ἐκ προθέσεως. Ἡ ἀλήθεια εἶναι μία, τὴν ὁποίαν οὐδεὶς δύναται νὰ ἀρνηθῇ, ἐκτὸς ἐὰν σκοπεύῃ νὰ ἀδικήσῃ τὸν ἀθῶον.: [551, 313, 795, 397]
- dispatch-label: ΑΠ' ΕΥΘΕΙΑΣ: [1143, 279, 1216, 292]
- running-header: [0, 82, 1600, 112]
- memorial-notice: [551, 1151, 795, 1368]
- article-paragraph: Ὁ Ὑπουργὸς τῶν Στρατιωτικῶν κ. Ἀνδρ. Σμολένσκης διέταξε νὰ γίνωσι αἱ τακτικαὶ οἰκονομικαὶ ἐπιθεωρήσεις τῶν σωμάτων τοῦ στρατοῦ. Διὰ τὰς ἐπιθεωρήσεις ταύτας διωρίσθησαν ἐπιτροπαὶ ἐξ ἀνωτέρων ἀξιωματικῶν.: [1057, 1201, 1302, 1285]
- fixed-price-label: PRIX FIXE: [897, 995, 955, 1008]
- article-paragraph: Ἐντὸς δὲ ἡμερῶν ἀπὸ τῆς καταρτίσεως τῶν τμημάτων θὰ ὑποβληθῶσι αἱ ἐκθέσεις αὐτῶν ἐπὶ τῶν ἐκλογῶν. Μεθ' ὃ ἡ Βουλὴ θὰ ἐπιληφθῇ τῆς συζητήσεως αὐτῶν.: [551, 147, 795, 202]
- article-paragraph: Περὶ τῶν πραγμάτων τούτων νομίζω ὅτι πρεπτήρια θὰ εἶνε ἡ σιωπή. Διὰ τοῦτο ἐπιθυμῶ ὅπως ἐκφρασθῇ ἡ ἀλήθεια ὑπὸ τῶν ἁρμοδίων. Ἐλπίζω ὅτι θὰ δημοσιεύσητε τὴν παροῦσαν.: [551, 477, 795, 547]
- article-paragraph: Ἐν γένει ἡ θορυβώδης χθεσινὴ ἐκφῶνις ἔκαμε ζωηρὰν ἐντύπωσιν εἰς τὸ κοινόν. Ἐπὶ τοῦ λόγου τοῦ θρόνου δὲ αἱ κρίσεις ἦσαν ποικίλαι καὶ αἱ συζητήσεις ἀπεριόριστοι.: [298, 659, 542, 715]
- section-heading-large: ΔΙΑΤΡΙΒΑΙ: [616, 860, 730, 881]
- article-paragraph: Ὁ προσωρινὸς πρόεδρος κ. Τσαρλαμπᾶς ἐσυνεκρότησε τὴν ὥραν τῆς Βουλῆς τοῦ κ. Κρεστενίτου καὶ διώρισε εἰς τὴν θέσιν τοῦ διευθυντοῦ τῆς Βουλῆς ἀντὶ τοῦ κ. Φαρμακοπούλου, εἰς τὴν θέσιν κοινοποιήσεως τῆς ἀπολύσεως εἰς τὰ ὁποῖα παρεδώσεν ἐπὶ τὴν ἐρχομένην.: [298, 844, 542, 942]
- section-heading-large: ΔΙΟΡΙΣΜΟΙ ΥΠΑΛΛΗΛΩΝ: [351, 807, 489, 842]
- article-paragraph: Σήμερον θὰ κατονομασθῶσι καὶ οἱ λοιποὶ ὑπάλληλοι τῆς Βουλῆς.: [298, 994, 542, 1021]
- advertisement: [804, 1477, 1048, 1572]
- divider: [1077, 730, 1282, 731]
- article-paragraph: — Προβλέπω ὅτι οἱ μεγάλοι θὰ λάβουν ἐνεργὸν μέρος εἰς τὰς συζητήσεις τοῦ Κοινοβουλίου ἐφέτος!: [298, 720, 542, 762]
- headline-sub: ΑΠΑΙΤΗΡΙΑΣΕΩΣ: [1090, 223, 1269, 243]
- ad-title: ΑΠΟΘΗΚΗ: [591, 1618, 755, 1648]
- heading-box: [551, 1469, 795, 1501]
- section-heading-large: ΑΠΑΝΤΗΣΙΣ: [609, 216, 737, 237]
- deceased-name: ΟΔΥΣΣΕΩΣ Ν. ΠΑΤΡΑΤΣΙΚΙΩΤΟΥ: [564, 1256, 782, 1270]
- column-6: [1306, 128, 1560, 2188]
- section-heading-large: ΠΟΤΕ ΔΙΟΡΙΖΟΝΤΑΙ: [1073, 754, 1286, 775]
- article-paragraph: Τὰς αὐτὰς ὁμολογίας πωλεῖ συγχρόνως καὶ ἡ Τράπεζα Ε. Μελέτη, ὁδὸς Αἰόλου 148 Ἀθῆναι.: [804, 354, 1048, 395]
- article-paragraph: ἐνώπιον τῶν τμημάτων συζήτησιν.: [551, 129, 739, 141]
- article-paragraph: Τὸ τοῦ προσωρινοῦ προέδρου κ. Τσαρλαμπᾶ ἀπεφασίσθη, ὅπως σήμερον τὴν 10ην πρωινὴν ὥραν συνέλθῃ ἡ Βουλὴ εἰς συνεδρίασιν.: [298, 1046, 542, 1102]
- advertisement: [804, 699, 1048, 1013]
- article-paragraph: Ἠρξατο ἡ πώλησις ὑφασμάτων νεωτέρων καὶ καλῆς ποιότητος. Τιμαὶ λιανικῆς πωλήσεως. Ἐπὶ τιμαῖς συγκαταβατικαῖς.: [561, 1728, 785, 1769]
- section-heading: ΑΙ ΕΞΕΛΕΓΞΕΙΣ: [1382, 963, 1485, 977]
- section-heading-large: ΜΝΗΜΟΣΥΝΟΝ: [590, 1157, 756, 1178]
- article-paragraph: Ἐκεῖ ἔχομεν ἐπαρκῆ μεγάλη καὶ ἐκλεκτὴν ποικιλίαν ἐκ τῆς αὐτῆς καταστήματος, ἐξ Εὐρώπης ἀφιγμένων.: [819, 823, 1033, 865]
- article-paragraph: Τὰ ἐν Ἀθήναις καὶ Πειραιεῖ μέλη τοῦ Συλλόγου τῶν Μικρασιατῶν, συνελθόντα τὴν παρελθοῦσαν Κυριακὴν εἰς συνεδρίαν καὶ ἀφοῦ ἐψηφίσθησαν τὰς ἐκθέσεις τοῦ Γενικοῦ Γραμματέως κ. Κλ. Χουρμούζη περὶ τῶν πεπραγμένων τοῦ ἀπελθόντος ἔτους, προέβησαν εἰς ἀρχαιρεσίας, κατὰ τὰς ὁποίας ἐξελέγησαν πρόεδρος ὁ κ. Ν. Νικολαΐδης, ἀντιπρόεδροι οἱ κ.κ. Α. Συρόπουλος καὶ Μ. Μανιάτης, γραμματεὺς ὁ κ. Μ. Εὐαγγελίδης, ταμίας ὁ κ. Ἀθ. Κουμουτσάκος καὶ σύμβουλοι οἱ κ.κ. Ἀρχιμανδρίτης Ἰωαννίδης, Ἐλευθεριάδης, Ἀντωνιάδης, Καλλιγᾶς, Σπανὸς καὶ ἄλλοι.: [551, 659, 795, 856]
